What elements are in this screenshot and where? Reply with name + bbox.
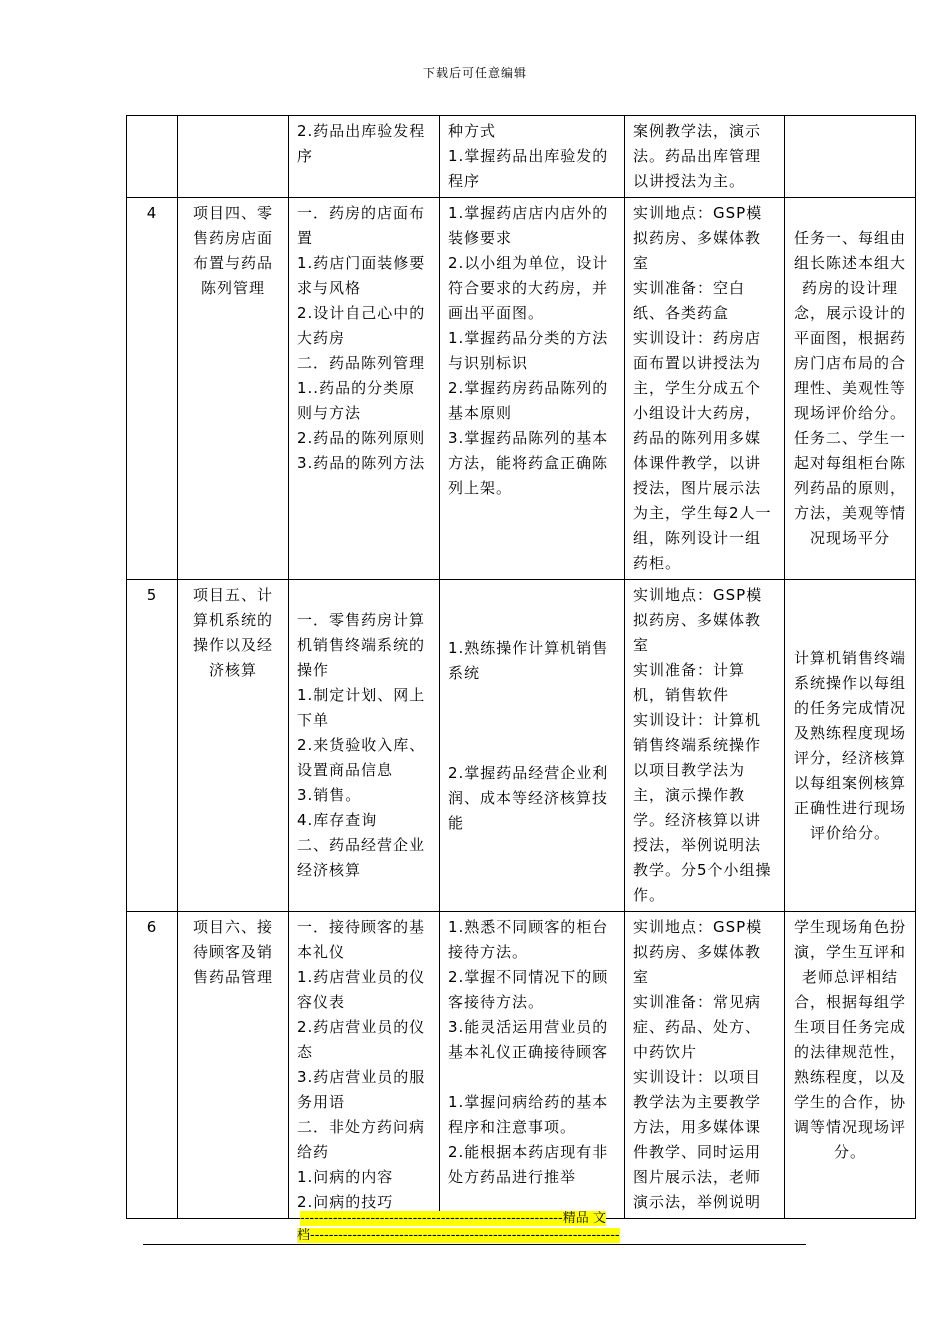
method-line: 实训准备：常见病症、药品、处方、中药饮片 — [633, 993, 762, 1061]
evaluation-cell: 计算机销售终端系统操作以每组的任务完成情况及熟练程度现场评分，经济核算以每组案例核算正确性进行现场评价给分。 — [785, 580, 916, 912]
method-cell — [625, 912, 785, 1219]
content-cell — [289, 198, 440, 580]
course-plan-table — [126, 115, 916, 1219]
goals-cell — [440, 198, 625, 580]
goal-line: 1.熟练操作计算机销售系统 — [448, 639, 609, 682]
content-line: 一．零售药房计算机销售终端系统的操作 — [297, 611, 426, 679]
goal-line: 2.以小组为单位，设计符合要求的大药房，并画出平面图。 — [448, 254, 609, 322]
content-line: 2.来货验收入库、设置商品信息 — [297, 736, 426, 779]
goal-line: 1.熟悉不同顾客的柜台接待方法。 — [448, 918, 609, 961]
spacer — [448, 736, 616, 761]
page-header: 下载后可任意编辑 — [422, 66, 527, 80]
evaluation-cell — [785, 116, 916, 198]
goal-line: 1.掌握药品出库验发的程序 — [448, 147, 609, 190]
goal-line: 1.掌握药店店内店外的装修要求 — [448, 204, 609, 247]
content-line: 4.库存查询 — [297, 811, 378, 829]
method-line: 实训地点：GSP模拟药房、多媒体教室 — [633, 586, 763, 654]
project-name — [178, 116, 289, 198]
project-name: 项目六、接待顾客及销售药品管理 — [178, 912, 289, 1219]
table-row — [127, 580, 916, 912]
footer-line-1: --------------------------------------------------------精品 文 — [300, 1211, 606, 1226]
method-line: 实训设计：计算机销售终端系统操作以项目教学法为主，演示操作教学。经济核算以讲授法，举例说明法教学。分5个小组操作。 — [633, 711, 772, 904]
goals-cell — [440, 580, 625, 912]
spacer — [448, 1065, 616, 1090]
goal-line: 3.能灵活运用营业员的基本礼仪正确接待顾客 — [448, 1018, 609, 1061]
content-cell — [289, 580, 440, 912]
table-row — [127, 912, 916, 1219]
method-cell — [625, 116, 785, 198]
content-line: 2.药品的陈列原则 — [297, 429, 426, 447]
evaluation-cell: 学生现场角色扮演，学生互评和老师总评相结合，根据每组学生项目任务完成的法律规范性，熟练程度，以及学生的合作，协调等情况现场评分。 — [785, 912, 916, 1219]
goals-cell — [440, 912, 625, 1219]
goals-cell — [440, 116, 625, 198]
content-line: 2.药店营业员的仪态 — [297, 1018, 426, 1061]
content-line: 一．药房的店面布置 — [297, 204, 426, 247]
content-line: 3.药品的陈列方法 — [297, 454, 426, 472]
content-line: 二、药品经营企业经济核算 — [297, 836, 426, 879]
method-cell — [625, 580, 785, 912]
table-row — [127, 198, 916, 580]
content-line: 1..药品的分类原则与方法 — [297, 379, 416, 422]
footer-divider — [143, 1244, 806, 1245]
method-cell — [625, 198, 785, 580]
spacer — [448, 686, 616, 711]
content-cell — [289, 116, 440, 198]
content-line: 2.设计自己心中的大药房 — [297, 304, 426, 347]
goal-line: 2.掌握药品经营企业利润、成本等经济核算技能 — [448, 764, 609, 832]
content-line: 2.问病的技巧 — [297, 1193, 394, 1211]
spacer — [448, 711, 616, 736]
content-line: 1.药店营业员的仪容仪表 — [297, 968, 426, 1011]
row-number: 6 — [127, 912, 178, 1219]
row-number: 5 — [127, 580, 178, 912]
content-line: 3.药店营业员的服务用语 — [297, 1068, 426, 1111]
goal-line: 2.掌握不同情况下的顾客接待方法。 — [448, 968, 609, 1011]
method-line: 案例教学法，演示法。药品出库管理以讲授法为主。 — [633, 122, 762, 190]
table-row — [127, 116, 916, 198]
content-line: 二．药品陈列管理 — [297, 354, 426, 372]
method-line: 实训准备：空白纸、各类药盒 — [633, 279, 746, 322]
method-line: 实训设计：药房店面布置以讲授法为主，学生分成五个小组设计大药房，药品的陈列用多媒体课件教学，以讲授法，图片展示法为主，学生每2人一组，陈列设计一组药柜。 — [633, 329, 772, 572]
row-number: 4 — [127, 198, 178, 580]
goal-line: 2.掌握药房药品陈列的基本原则 — [448, 379, 609, 422]
content-line: 1.问病的内容 — [297, 1168, 394, 1186]
footer-line-2: 档------------------------------------------------------------------ — [297, 1228, 620, 1243]
content-line: 1.制定计划、网上下单 — [297, 686, 426, 729]
goal-line: 种方式 — [448, 122, 497, 140]
method-line: 实训设计：以项目教学法为主要教学方法，用多媒体课件教学、同时运用图片展示法，老师演示法，举例说明 — [633, 1068, 762, 1211]
method-line: 实训地点：GSP模拟药房、多媒体教室 — [633, 918, 763, 986]
content-line: 一．接待顾客的基本礼仪 — [297, 918, 426, 961]
goal-line: 1.掌握问病给药的基本程序和注意事项。 — [448, 1093, 609, 1136]
project-name: 项目五、计算机系统的操作以及经济核算 — [178, 580, 289, 912]
content-line: 3.销售。 — [297, 786, 362, 804]
content-line: 2.药品出库验发程序 — [297, 122, 426, 165]
goal-line: 2.能根据本药店现有非处方药品进行推举 — [448, 1143, 609, 1186]
method-line: 实训地点：GSP模拟药房、多媒体教室 — [633, 204, 763, 272]
project-name: 项目四、零售药房店面布置与药品陈列管理 — [178, 198, 289, 580]
content-cell — [289, 912, 440, 1219]
content-line: 二．非处方药问病给药 — [297, 1118, 426, 1161]
content-line: 1.药店门面装修要求与风格 — [297, 254, 426, 297]
row-number — [127, 116, 178, 198]
method-line: 实训准备：计算机，销售软件 — [633, 661, 746, 704]
footer-note — [297, 1210, 660, 1244]
goal-line: 1.掌握药品分类的方法与识别标识 — [448, 329, 609, 372]
goal-line: 3.掌握药品陈列的基本方法，能将药盒正确陈列上架。 — [448, 429, 609, 497]
evaluation-cell: 任务一、每组由组长陈述本组大药房的设计理念，展示设计的平面图，根据药房门店布局的合理性、美观性等现场评价给分。任务二、学生一起对每组柜台陈列药品的原则，方法，美观等情况现场平分 — [785, 198, 916, 580]
